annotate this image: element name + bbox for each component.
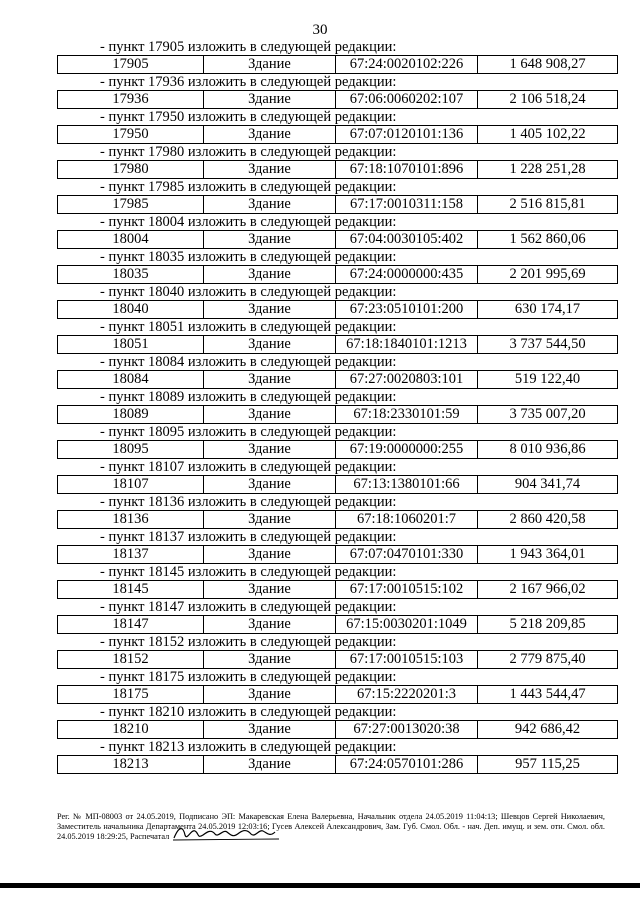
cadastral-number-cell: 67:23:0510101:200 <box>336 301 478 318</box>
cadastral-number-cell: 67:18:2330101:59 <box>336 406 478 423</box>
cadastral-value-cell: 1 443 544,47 <box>509 686 586 702</box>
cadastral-value-cell: 1 943 364,01 <box>509 546 586 562</box>
amendment-item <box>0 599 640 634</box>
amendment-heading: - пункт 18051 изложить в следующей редакции: <box>100 319 397 335</box>
cadastral-value-cell: 2 201 995,69 <box>509 266 586 282</box>
object-type-cell: Здание <box>204 196 336 213</box>
amendment-item <box>0 144 640 179</box>
footer-text: Рег. № МП-08003 от 24.05.2019, Подписано ЭП: Макаревская Елена Валерьевна, Начальник отдела 24.05.2019 11:04:13; Шевцов Сергей Николаевич, Заместитель начальника Департамента 24.05.2019 12:03:16; Гусев Алексей Александрович, Зам. Губ. Смол. Обл. - нач. Деп. имущ. и зем. отн. Смол. обл. 24.05.2019 18:29:25, Распечатал <box>57 812 605 841</box>
cadastral-number-cell: 67:07:0120101:136 <box>336 126 478 143</box>
table-row <box>57 265 618 284</box>
amendment-item <box>0 529 640 564</box>
amendment-item <box>0 354 640 389</box>
cadastral-value-cell: 1 228 251,28 <box>509 161 586 177</box>
object-type-cell: Здание <box>204 721 336 738</box>
cadastral-value-cell: 3 737 544,50 <box>509 336 586 352</box>
table-row <box>57 55 618 74</box>
amendment-item <box>0 214 640 249</box>
cadastral-value-cell: 630 174,17 <box>514 301 581 317</box>
cadastral-number-cell: 67:15:0030201:1049 <box>336 616 478 633</box>
amendment-item <box>0 669 640 704</box>
table-row <box>57 755 618 774</box>
object-type-cell: Здание <box>204 231 336 248</box>
amendment-heading: - пункт 18175 изложить в следующей редакции: <box>100 669 397 685</box>
signature <box>171 832 283 842</box>
amendment-item <box>0 39 640 74</box>
amendment-item <box>0 109 640 144</box>
object-type-cell: Здание <box>204 651 336 668</box>
item-number-cell: 18051 <box>58 336 204 353</box>
amendment-item <box>0 564 640 599</box>
item-number-cell: 18084 <box>58 371 204 388</box>
object-type-cell: Здание <box>204 476 336 493</box>
cadastral-number-cell: 67:15:2220201:3 <box>336 686 478 703</box>
amendment-item <box>0 284 640 319</box>
amendment-item <box>0 424 640 459</box>
registration-footer <box>57 812 605 842</box>
table-row <box>57 300 618 319</box>
cadastral-number-cell: 67:17:0010515:103 <box>336 651 478 668</box>
cadastral-number-cell: 67:24:0570101:286 <box>336 756 478 773</box>
object-type-cell: Здание <box>204 581 336 598</box>
amendment-heading: - пункт 18035 изложить в следующей редакции: <box>100 249 397 265</box>
object-type-cell: Здание <box>204 126 336 143</box>
cadastral-value-cell: 957 115,25 <box>515 756 580 772</box>
table-row <box>57 440 618 459</box>
table-row <box>57 650 618 669</box>
amendment-heading: - пункт 17950 изложить в следующей редакции: <box>100 109 397 125</box>
cadastral-number-cell: 67:04:0030105:402 <box>336 231 478 248</box>
cadastral-number-cell: 67:18:1060201:7 <box>336 511 478 528</box>
cadastral-value-cell: 1 405 102,22 <box>509 126 586 142</box>
bottom-border-bar <box>0 883 640 888</box>
object-type-cell: Здание <box>204 616 336 633</box>
amendment-heading: - пункт 18095 изложить в следующей редакции: <box>100 424 397 440</box>
amendment-heading: - пункт 18089 изложить в следующей редакции: <box>100 389 397 405</box>
table-row <box>57 685 618 704</box>
amendment-heading: - пункт 18152 изложить в следующей редакции: <box>100 634 397 650</box>
table-row <box>57 335 618 354</box>
page-number: 30 <box>312 22 328 38</box>
table-row <box>57 580 618 599</box>
table-row <box>57 370 618 389</box>
amendment-heading: - пункт 17936 изложить в следующей редакции: <box>100 74 397 90</box>
amendment-item <box>0 249 640 284</box>
cadastral-number-cell: 67:24:0020102:226 <box>336 56 478 73</box>
item-number-cell: 18137 <box>58 546 204 563</box>
object-type-cell: Здание <box>204 546 336 563</box>
item-number-cell: 18004 <box>58 231 204 248</box>
signature-graphic <box>171 823 283 843</box>
object-type-cell: Здание <box>204 756 336 773</box>
amendment-item <box>0 319 640 354</box>
amendment-item <box>0 704 640 739</box>
amendment-heading: - пункт 18210 изложить в следующей редакции: <box>100 704 397 720</box>
cadastral-number-cell: 67:27:0013020:38 <box>336 721 478 738</box>
table-row <box>57 125 618 144</box>
table-row <box>57 195 618 214</box>
table-row <box>57 405 618 424</box>
amendment-heading: - пункт 18147 изложить в следующей редакции: <box>100 599 397 615</box>
table-row <box>57 615 618 634</box>
cadastral-number-cell: 67:06:0060202:107 <box>336 91 478 108</box>
cadastral-number-cell: 67:13:1380101:66 <box>336 476 478 493</box>
cadastral-value-cell: 904 341,74 <box>514 476 581 492</box>
object-type-cell: Здание <box>204 161 336 178</box>
object-type-cell: Здание <box>204 91 336 108</box>
item-number-cell: 17980 <box>58 161 204 178</box>
object-type-cell: Здание <box>204 441 336 458</box>
item-number-cell: 17936 <box>58 91 204 108</box>
item-number-cell: 18152 <box>58 651 204 668</box>
object-type-cell: Здание <box>204 371 336 388</box>
amendment-item <box>0 179 640 214</box>
object-type-cell: Здание <box>204 336 336 353</box>
cadastral-value-cell: 2 167 966,02 <box>509 581 586 597</box>
cadastral-value-cell: 942 686,42 <box>514 721 581 737</box>
cadastral-number-cell: 67:24:0000000:435 <box>336 266 478 283</box>
item-number-cell: 18089 <box>58 406 204 423</box>
amendment-heading: - пункт 18213 изложить в следующей редакции: <box>100 739 397 755</box>
amendment-item <box>0 634 640 669</box>
cadastral-value-cell: 8 010 936,86 <box>509 441 586 457</box>
item-number-cell: 17905 <box>58 56 204 73</box>
object-type-cell: Здание <box>204 266 336 283</box>
object-type-cell: Здание <box>204 301 336 318</box>
amendment-heading: - пункт 18084 изложить в следующей редакции: <box>100 354 397 370</box>
cadastral-number-cell: 67:18:1840101:1213 <box>336 336 478 353</box>
cadastral-number-cell: 67:07:0470101:330 <box>336 546 478 563</box>
amendments-list <box>0 39 640 774</box>
amendment-heading: - пункт 18107 изложить в следующей редакции: <box>100 459 397 475</box>
cadastral-value-cell: 519 122,40 <box>514 371 581 387</box>
cadastral-value-cell: 1 648 908,27 <box>509 56 586 72</box>
table-row <box>57 510 618 529</box>
item-number-cell: 18040 <box>58 301 204 318</box>
item-number-cell: 18136 <box>58 511 204 528</box>
table-row <box>57 545 618 564</box>
object-type-cell: Здание <box>204 406 336 423</box>
cadastral-value-cell: 5 218 209,85 <box>509 616 586 632</box>
object-type-cell: Здание <box>204 56 336 73</box>
table-row <box>57 90 618 109</box>
cadastral-value-cell: 2 106 518,24 <box>509 91 586 107</box>
amendment-heading: - пункт 18137 изложить в следующей редакции: <box>100 529 397 545</box>
amendment-heading: - пункт 18136 изложить в следующей редакции: <box>100 494 397 510</box>
item-number-cell: 18107 <box>58 476 204 493</box>
amendment-heading: - пункт 18145 изложить в следующей редакции: <box>100 564 397 580</box>
item-number-cell: 18147 <box>58 616 204 633</box>
table-row <box>57 720 618 739</box>
amendment-item <box>0 494 640 529</box>
amendment-heading: - пункт 18004 изложить в следующей редакции: <box>100 214 397 230</box>
cadastral-number-cell: 67:18:1070101:896 <box>336 161 478 178</box>
cadastral-number-cell: 67:19:0000000:255 <box>336 441 478 458</box>
object-type-cell: Здание <box>204 511 336 528</box>
cadastral-value-cell: 3 735 007,20 <box>509 406 586 422</box>
table-row <box>57 160 618 179</box>
item-number-cell: 18095 <box>58 441 204 458</box>
cadastral-number-cell: 67:17:0010311:158 <box>336 196 478 213</box>
cadastral-value-cell: 2 860 420,58 <box>509 511 586 527</box>
item-number-cell: 18145 <box>58 581 204 598</box>
item-number-cell: 17985 <box>58 196 204 213</box>
amendment-item <box>0 459 640 494</box>
item-number-cell: 18210 <box>58 721 204 738</box>
cadastral-value-cell: 1 562 860,06 <box>509 231 586 247</box>
amendment-item <box>0 389 640 424</box>
amendment-heading: - пункт 17905 изложить в следующей редакции: <box>100 39 397 55</box>
amendment-heading: - пункт 17985 изложить в следующей редакции: <box>100 179 397 195</box>
amendment-heading: - пункт 18040 изложить в следующей редакции: <box>100 284 397 300</box>
table-row <box>57 230 618 249</box>
amendment-heading: - пункт 17980 изложить в следующей редакции: <box>100 144 397 160</box>
cadastral-value-cell: 2 516 815,81 <box>509 196 586 212</box>
cadastral-number-cell: 67:27:0020803:101 <box>336 371 478 388</box>
cadastral-number-cell: 67:17:0010515:102 <box>336 581 478 598</box>
item-number-cell: 18175 <box>58 686 204 703</box>
amendment-item <box>0 739 640 774</box>
cadastral-value-cell: 2 779 875,40 <box>509 651 586 667</box>
amendment-item <box>0 74 640 109</box>
item-number-cell: 17950 <box>58 126 204 143</box>
object-type-cell: Здание <box>204 686 336 703</box>
item-number-cell: 18213 <box>58 756 204 773</box>
table-row <box>57 475 618 494</box>
item-number-cell: 18035 <box>58 266 204 283</box>
